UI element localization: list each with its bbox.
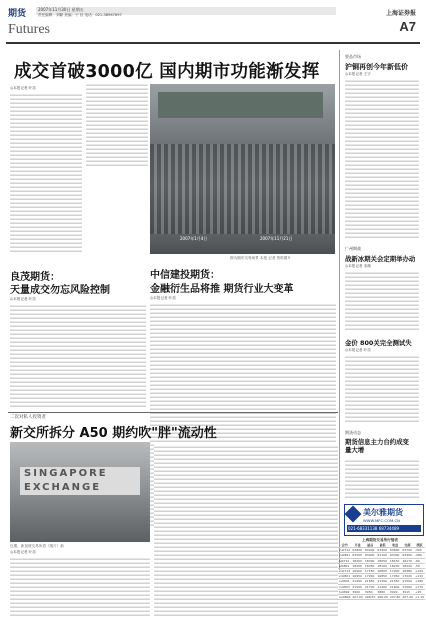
- table-cell: au0806: [339, 595, 351, 600]
- quote-table-title: 上海期货交易所行情表: [362, 538, 398, 542]
- quote-table-header-cell: 结算: [401, 543, 414, 548]
- right-low-label: 期货动态: [345, 430, 361, 435]
- quote-table-header-cell: 收盘: [389, 543, 402, 548]
- quote-table-header-cell: 最高: [364, 543, 377, 548]
- table-cell: +180: [414, 579, 424, 584]
- table-cell: +170: [414, 584, 424, 589]
- table-cell: ru0801: [339, 579, 350, 584]
- quote-table-header-cell: 合约: [338, 543, 351, 548]
- table-cell: 17050: [389, 574, 400, 579]
- trading-floor-photo: [150, 84, 335, 254]
- table-cell: -60: [414, 558, 425, 563]
- table-cell: 21550: [389, 579, 400, 584]
- table-cell: +110: [414, 574, 424, 579]
- table-cell: 3880: [376, 589, 389, 594]
- table-cell: 21400: [377, 584, 387, 589]
- table-cell: 17150: [364, 569, 375, 574]
- table-cell: -50: [414, 563, 425, 568]
- table-cell: 21700: [364, 584, 375, 589]
- table-row: [338, 595, 425, 600]
- photo-date-label-1: 2007年1月4日: [180, 236, 208, 241]
- table-cell: +15: [414, 589, 425, 594]
- right-column-rule: [339, 50, 340, 570]
- table-cell: +1.10: [414, 595, 425, 600]
- right-gold-body: [345, 354, 419, 424]
- right-gold-title: 金价 800关完全测试失: [345, 339, 412, 347]
- main-headline: 成交首破3000亿 国内期市功能渐发挥: [14, 62, 320, 82]
- table-cell: 3915: [401, 589, 414, 594]
- table-cell: 21300: [377, 579, 387, 584]
- main-article-col2: [86, 82, 148, 167]
- table-cell: 16950: [352, 574, 362, 579]
- table-cell: 207.80: [389, 595, 401, 600]
- table-cell: 64200: [364, 548, 375, 553]
- quote-table: [338, 543, 425, 600]
- table-cell: zn0801: [339, 574, 351, 579]
- right-top-title: 沪铜再创今年新低价: [345, 63, 408, 71]
- section-label: 期货: [8, 9, 27, 19]
- table-cell: al0801: [338, 563, 351, 568]
- table-cell: 16800: [377, 569, 387, 574]
- mid-article-headline: 金融衍生品将推 期货行业大变革: [150, 284, 294, 295]
- photo-date-label-2: 2007年11月21日: [260, 236, 293, 241]
- table-cell: 17020: [402, 574, 412, 579]
- right-top-body: [345, 78, 419, 238]
- table-cell: 3920: [389, 589, 402, 594]
- quote-table-wrap: [338, 538, 425, 618]
- page-number: A7: [399, 19, 416, 34]
- table-cell: 63300: [389, 553, 400, 558]
- table-cell: 16900: [352, 569, 362, 574]
- ad-banner[interactable]: [344, 504, 424, 536]
- table-cell: 21600: [389, 584, 400, 589]
- table-cell: 3900: [351, 589, 364, 594]
- table-cell: 21650: [364, 579, 375, 584]
- singapore-body-right: [154, 444, 338, 616]
- main-byline: ◎本报记者 叶苗: [10, 86, 36, 90]
- table-cell: 21500: [352, 584, 362, 589]
- table-cell: 63900: [364, 553, 375, 558]
- quote-table-header-cell: 最低: [376, 543, 389, 548]
- sign-text-top: SINGAPORE: [24, 468, 108, 479]
- table-cell: 18100: [377, 563, 387, 568]
- table-cell: 18300: [364, 558, 375, 563]
- table-cell: 21500: [402, 579, 412, 584]
- section-en: Futures: [8, 22, 50, 37]
- sign-text-bottom: EXCHANGE: [24, 482, 102, 493]
- table-cell: ru0803: [339, 584, 350, 589]
- right-low-title: 期货信息主力台约成变量大增: [345, 438, 409, 454]
- table-cell: 63400: [402, 553, 412, 558]
- table-cell: 21400: [352, 579, 362, 584]
- right-gold-byline: ◎本报记者 叶苗: [345, 348, 371, 352]
- photo-caption: 图为期市交易场景 本报 记者 资料图片: [230, 256, 291, 260]
- ad-brand: 美尔雅期货: [363, 508, 403, 517]
- brand-logo-icon: [345, 506, 362, 523]
- masthead-rule: [6, 42, 420, 44]
- table-cell: -300: [414, 548, 425, 553]
- table-cell: +120: [414, 569, 424, 574]
- singapore-byline: ◎本报记者 叶苗: [10, 550, 36, 554]
- left-article-headline: 天量成交勿忘风险控制: [10, 285, 110, 296]
- right-mid-title: 战新冰期关会定期举办动: [345, 255, 416, 263]
- singapore-rule: [8, 412, 338, 413]
- singapore-exchange-photo: [10, 442, 150, 542]
- table-cell: 18220: [402, 563, 412, 568]
- table-cell: 16980: [402, 569, 412, 574]
- left-article-body: [10, 303, 146, 408]
- table-cell: cu0801: [339, 553, 351, 558]
- ad-phone: 021-68331138 68734489: [347, 525, 421, 532]
- right-mid-byline: ◎本报记者 宋薇: [345, 264, 371, 268]
- table-cell: 18200: [352, 558, 362, 563]
- table-cell: 21560: [402, 584, 412, 589]
- left-article-kicker: 良茂期货：: [10, 272, 60, 283]
- table-cell: 18170: [402, 558, 412, 563]
- crowd-area: [150, 144, 335, 234]
- right-top-label: 要品市场: [345, 54, 361, 59]
- singapore-body-left: [10, 556, 150, 616]
- table-cell: 18150: [389, 558, 400, 563]
- table-cell: al0712: [338, 558, 351, 563]
- table-cell: 18200: [389, 563, 400, 568]
- quote-table-header-cell: 开盘: [351, 543, 364, 548]
- paper-name: 上海证券报: [385, 10, 416, 17]
- table-cell: 17000: [389, 569, 400, 574]
- screen-board: [158, 92, 323, 118]
- right-mid-body: [345, 270, 419, 330]
- table-cell: -280: [414, 553, 425, 558]
- right-low-body: [345, 458, 419, 498]
- table-cell: fu0802: [339, 589, 350, 594]
- quote-table-body: [338, 548, 425, 600]
- right-top-byline: ◎本报记者 王宇: [345, 72, 371, 76]
- singapore-caption: 近期，新加坡交易所将（图片）新: [10, 544, 64, 548]
- table-cell: 16850: [377, 574, 387, 579]
- table-cell: cu0712: [339, 548, 351, 553]
- table-cell: 63700: [402, 548, 412, 553]
- table-cell: 208.50: [364, 595, 376, 600]
- table-cell: 18050: [377, 558, 387, 563]
- table-cell: 63600: [389, 548, 400, 553]
- table-cell: 206.20: [377, 595, 388, 600]
- table-cell: 17200: [364, 574, 375, 579]
- table-cell: 63500: [352, 553, 362, 558]
- singapore-kicker: 二次对私人投资者: [10, 415, 46, 420]
- date-line: 2007年11月30日 星期五: [38, 7, 84, 12]
- mid-article-byline: ◎本报记者 叶苗: [150, 296, 176, 300]
- singapore-headline: 新交所拆分 A50 期约吹"胖"流动性: [10, 426, 217, 441]
- left-article-byline: ◎本报记者 叶苗: [10, 297, 36, 301]
- mid-article-kicker: 中信建投期货：: [150, 270, 220, 281]
- editor-line: 责任编辑：刘颖 美编：于 佳 电话：021-38967697: [38, 13, 122, 17]
- table-cell: 18250: [352, 563, 362, 568]
- ad-url: WWW.MFC.COM.CN: [363, 518, 400, 523]
- table-cell: 207.00: [352, 595, 363, 600]
- table-cell: 207.40: [402, 595, 413, 600]
- main-article-col1: [10, 92, 82, 252]
- quote-table-header-cell: 涨跌: [414, 543, 425, 548]
- table-cell: 3950: [364, 589, 377, 594]
- masthead: [6, 4, 420, 48]
- table-cell: 63400: [377, 548, 387, 553]
- table-cell: zn0712: [339, 569, 351, 574]
- table-cell: 63100: [377, 553, 387, 558]
- table-cell: 63800: [352, 548, 362, 553]
- table-cell: 18350: [364, 563, 375, 568]
- right-mid-label: 广州期战: [345, 246, 361, 251]
